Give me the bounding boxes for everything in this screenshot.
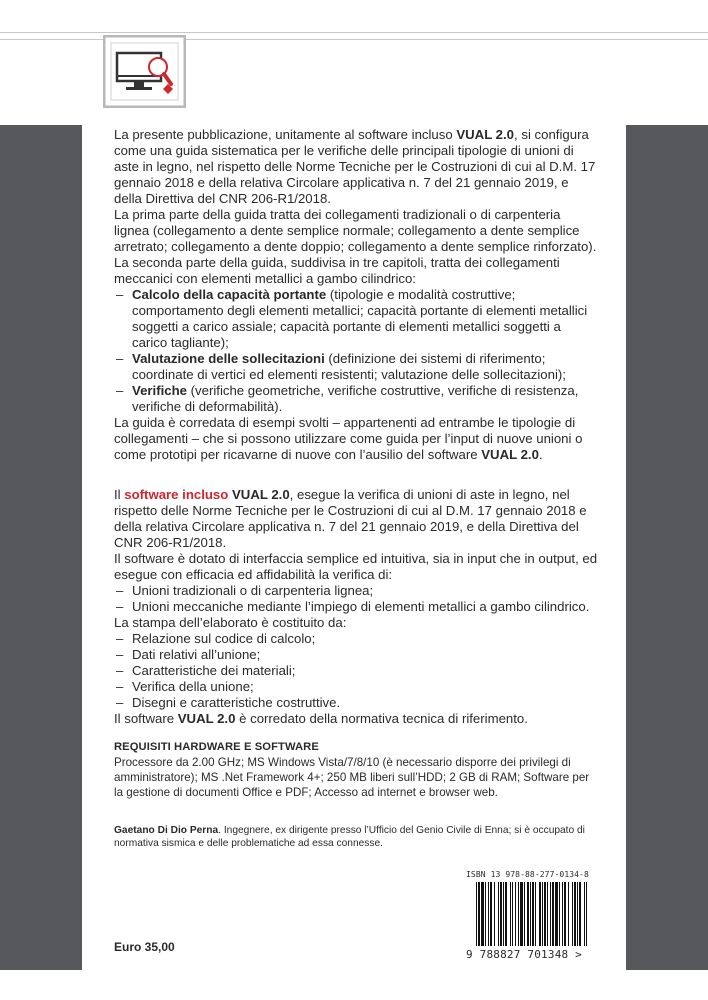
dash-marker: – [116,583,124,598]
bullet-text: (verifiche geometriche, verifiche costruttive, verifiche di resistenza, verifiche di deformabilità). [132,383,579,414]
left-side-band [0,125,82,970]
isbn-label: ISBN 13 978-88-277-0134-8 [466,870,589,879]
software-text: Il software [114,711,178,726]
right-side-band [626,125,708,970]
intro-text: , si configura come una guida sistematica per le verifiche delle principali tipologie di unioni di aste in legno, nel rispetto delle Norme Tecniche per le Costruzioni di cui al D.M. 17 gennaio 2018 e della relativa Circolare applicativa n. 7 del 21 gennaio 2019, e della Direttiva del CNR 206-R1/2018. [114,127,596,206]
section-gap [114,463,598,487]
requirements-text: Processore da 2.00 GHz; MS Windows Vista/7/8/10 (è necessario disporre dei privilegi di amministratore); MS .Net Framework 4+; 250 MB liberi sull’HDD; 2 GB di RAM; Software per la gestione di documenti Office e PDF; Accesso ad internet e browser web. [114,756,590,799]
barcode-bar [544,882,546,946]
bullet-text: (tipologie e modalità costruttive; comportamento degli elementi metallici; capacità portante di elementi metallici soggetti a carico assiale; capacità portante di elementi metallici soggetti a carico tagliante); [132,287,588,350]
barcode-bar [547,882,548,946]
barcode-bar [539,882,541,946]
barcode-bar [532,882,534,946]
list-item [114,663,598,679]
software-text: , esegue la verifica di unioni di aste in legno, nel rispetto delle Norme Tecniche per le Costruzioni di cui al D.M. 17 gennaio 2018 e della relativa Circolare applicativa n. 7 del 21 gennaio 2019, e della Direttiva del CNR 206-R1/2018. [114,487,587,550]
intro-paragraph-2: La prima parte della guida tratta dei collegamenti tradizionali o di carpenteria lignea (collegamento a dente semplice normale; collegamento a dente semplice arretrato; collegamento a dente doppio; collegamento a dente semplice rinforzato). [114,207,597,254]
list-item [114,695,598,711]
list-item-text: Verifica della unione; [132,679,254,694]
barcode-bar [586,882,587,946]
bullet-text: (definizione dei sistemi di riferimento; coordinate di vertici ed elementi resistenti; valutazione delle sollecitazioni); [132,351,566,382]
intro-text: La presente pubblicazione, unitamente al software incluso [114,127,457,142]
requirements-title: REQUISITI HARDWARE E SOFTWARE [114,741,319,753]
barcode-bar [520,882,523,946]
barcode-bar [490,882,492,946]
barcode-bar [481,882,484,946]
barcode-bar [485,882,486,946]
bullet-title: Verifiche [132,383,187,398]
dash-marker: – [116,599,124,614]
barcode-bar [488,882,489,946]
barcode-bar [550,882,551,946]
barcode-bar [572,882,573,946]
barcode-bar [577,882,578,946]
barcode-bar [500,882,502,946]
barcode-bar [505,882,507,946]
product-name: VUAL 2.0 [177,711,236,726]
barcode-bar [555,882,558,946]
intro-paragraph-4 [114,415,598,463]
barcode-bar [527,882,529,946]
author-name: Gaetano Di Dio Perna [114,825,219,836]
computer-magnifier-icon [103,35,186,108]
barcode-bar [510,882,511,946]
barcode-bar [542,882,543,946]
barcode-bar [478,882,480,946]
barcode-bar [562,882,563,946]
list-item [114,631,598,647]
list-item [114,599,598,615]
dash-marker: – [116,631,124,646]
list-item-text: Caratteristiche dei materiali; [132,663,296,678]
barcode-bar [574,882,576,946]
product-name: VUAL 2.0 [481,447,539,462]
intro-text: . [538,447,543,462]
list-item-text: Relazione sul codice di calcolo; [132,631,316,646]
list-item-text: Unioni tradizionali o di carpenteria lignea; [132,583,374,598]
barcode-block [466,870,598,960]
barcode-bar [559,882,560,946]
bullet-title: Calcolo della capacità portante [132,287,327,302]
software-text: Il [114,487,125,502]
dash-marker: – [116,287,124,302]
intro-text: La guida è corredata di esempi svolti – appartenenti ad entrambe le tipologie di collegamenti – che si possono utilizzare come guida per l’input di nuove unioni o come prototipi per ricavarne di nuove con l’ausilio del software [114,415,583,462]
dash-marker: – [116,663,124,678]
software-paragraph-1 [114,487,598,551]
software-highlight: software incluso [124,487,229,502]
bullet-item [114,383,598,415]
barcode-bar [494,882,495,946]
list-item-text: Dati relativi all’unione; [132,647,261,662]
barcode-bar [512,882,513,946]
barcode-bar [476,882,477,946]
list-item [114,679,598,695]
author-bio [114,824,598,850]
software-paragraph-3: La stampa dell’elaborato è costituito da: [114,615,347,630]
intro-paragraph-1 [114,127,598,207]
product-name: VUAL 2.0 [456,127,515,142]
barcode-bar [584,882,585,946]
barcode-bar [564,882,566,946]
list-item-text: Unioni meccaniche mediante l’impiego di elementi metallici a gambo cilindrico. [132,599,590,614]
barcode-bar [579,882,581,946]
author-description: . Ingegnere, ex dirigente presso l’Ufficio del Genio Civile di Enna; si è occupato di normativa sismica e delle problematiche ad essa connesse. [114,825,585,849]
barcode-bar [535,882,536,946]
intro-paragraph-3: La seconda parte della guida, suddivisa in tre capitoli, tratta dei collegamenti meccanici con elementi metallici a gambo cilindrico: [114,255,560,286]
software-paragraph-4 [114,711,598,727]
bullet-title: Valutazione delle sollecitazioni [132,351,325,366]
top-rule-upper [0,32,708,33]
barcode-bar [503,882,504,946]
bullet-item [114,287,598,351]
bullet-item [114,351,598,383]
product-name: VUAL 2.0 [232,487,290,502]
dash-marker: – [116,383,124,398]
barcode-bar [552,882,554,946]
list-item [114,647,598,663]
barcode-bar [498,882,499,946]
list-item-text: Disegni e caratteristiche costruttive. [132,695,341,710]
list-item [114,583,598,599]
barcode-bar [530,882,531,946]
price-label: Euro 35,00 [114,940,175,954]
dash-marker: – [116,679,124,694]
software-text: è corredato della normativa tecnica di riferimento. [235,711,528,726]
dash-marker: – [116,647,124,662]
barcode-bar [515,882,516,946]
barcode-bar [568,882,569,946]
dash-marker: – [116,695,124,710]
barcode [466,882,598,946]
barcode-bar [524,882,525,946]
barcode-bar [518,882,519,946]
dash-marker: – [116,351,124,366]
isbn-number: 9 788827 701348 > [466,948,582,961]
software-paragraph-2: Il software è dotato di interfaccia semplice ed intuitiva, sia in input che in output, ed esegue con efficacia ed affidabilità la verifica di: [114,551,598,582]
back-cover-text [114,127,598,850]
